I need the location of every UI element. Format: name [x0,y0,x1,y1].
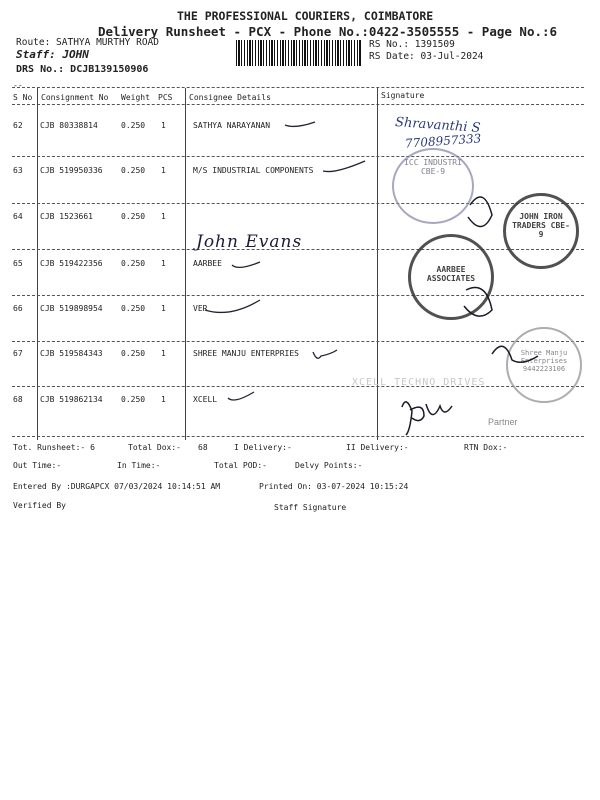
row-consignment: CJB 519862134 [40,395,103,404]
row-pcs: 1 [161,349,166,358]
row-weight: 0.250 [121,121,146,130]
total-pod: Total POD:- [214,461,267,470]
manju-stamp: Shree Manju Enterprises 9442223106 [506,327,582,403]
row-consignment: CJB 519950336 [40,166,103,175]
aarbee-stamp: AARBEE ASSOCIATES [408,234,494,320]
row-pcs: 1 [161,121,166,130]
route-label: Route: SATHYA MURTHY ROAD [16,37,159,48]
row-consignee: SHREE MANJU ENTERPRIES [193,349,299,358]
i-delivery: I Delivery:- [234,443,292,452]
printed-on: Printed On: 03-07-2024 10:15:24 [259,482,409,491]
row-consignee: AARBEE [193,259,222,268]
row-consignee: SATHYA NARAYANAN [193,121,271,130]
drs-number: DRS No.: DCJB139150906 [16,64,149,75]
row-sno: 66 [13,304,23,313]
row-sno: 67 [13,349,23,358]
tot-runsheet: Tot. Runsheet:- 6 [13,443,95,452]
handwritten-name: Shravanthi S [394,115,481,136]
row-weight: 0.250 [121,259,146,268]
col-header-consignee: Consignee Details [189,93,271,102]
row-weight: 0.250 [121,166,146,175]
col-header-weight: Weight [121,93,150,102]
row-consignment: CJB 519584343 [40,349,103,358]
partner-label: Partner [488,417,518,427]
row-weight: 0.250 [121,395,146,404]
col-header-sno: S No [13,93,33,102]
top-mark: -- [13,81,23,90]
staff-signature: Staff Signature [274,503,347,512]
row-consignment: CJB 519422356 [40,259,103,268]
verified-by: Verified By [13,501,66,510]
row-sno: 65 [13,259,23,268]
row-pcs: 1 [161,304,166,313]
row-sno: 63 [13,166,23,175]
john-iron-stamp: JOHN IRON TRADERS CBE-9 [503,193,579,269]
row-sno: 62 [13,121,23,130]
col-header-signature: Signature [381,91,425,100]
rs-date: RS Date: 03-Jul-2024 [369,51,484,62]
row-consignment: CJB 80338814 [40,121,98,130]
col-header-consignment: Consignment No [41,93,109,102]
handwritten-phone: 7708957333 [404,131,482,151]
row-sno: 68 [13,395,23,404]
total-dox-value: 68 [198,443,208,452]
row-pcs: 1 [161,166,166,175]
row-pcs: 1 [161,259,166,268]
delvy-points: Delvy Points:- [295,461,363,470]
row-consignee: VER [193,304,208,313]
row-weight: 0.250 [121,349,146,358]
row-pcs: 1 [161,395,166,404]
staff-label: Staff: JOHN [16,48,89,61]
row-weight: 0.250 [121,304,146,313]
industrial-stamp: ICC INDUSTRI CBE-9 [392,148,474,224]
runsheet-title: Delivery Runsheet - PCX - Phone No.:0422-3505555 - Page No.:6 [98,24,558,39]
row-weight: 0.250 [121,212,146,221]
rtn-dox: RTN Dox:- [464,443,508,452]
col-header-pcs: PCS [158,93,173,102]
row-consignee: M/S INDUSTRIAL COMPONENTS [193,166,314,175]
row-consignee: XCELL [193,395,218,404]
entered-by: Entered By :DURGAPCX 07/03/2024 10:14:51 AM [13,482,221,491]
rs-number: RS No.: 1391509 [369,39,455,50]
ii-delivery: II Delivery:- [346,443,409,452]
row-sno: 64 [13,212,23,221]
row-consignment: CJB 1523661 [40,212,93,221]
total-dox-label: Total Dox:- [128,443,181,452]
row-pcs: 1 [161,212,166,221]
row-consignment: CJB 519898954 [40,304,103,313]
xcell-stamp-text: XCELL TECHNO DRIVES [352,377,486,388]
company-name: THE PROFESSIONAL COURIERS, COIMBATORE [177,9,434,23]
out-time: Out Time:- [13,461,62,470]
in-time: In Time:- [117,461,161,470]
handwritten-signature: John Evans [196,232,303,252]
